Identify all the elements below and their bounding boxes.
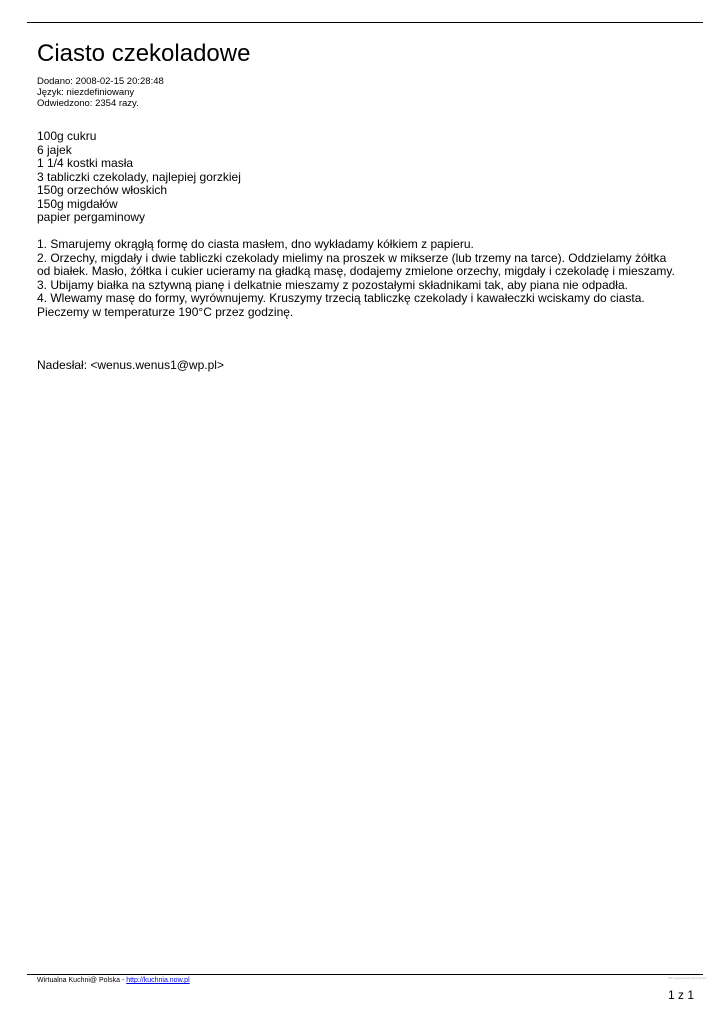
top-divider [27,22,703,23]
ingredients-list [37,130,241,225]
ingredient-item: 150g migdałów [37,196,118,211]
bottom-divider [27,974,703,975]
recipe-title: Ciasto czekoladowe [37,40,251,67]
step-item: 2. Orzechy, migdały i dwie tabliczki czekolady mielimy na proszek w mikserze (lub trzemy na tarce). Oddzielamy żółtka od białek. Masło, żółtka i cukier ucieramy na gładką masę, dodajemy zmielone orzechy, migdały i czekoladę i mieszamy. [37,250,675,278]
language: Język: niezdefiniowany [37,87,135,98]
ingredient-item: papier pergaminowy [37,210,146,224]
added-date: Dodano: 2008-02-15 20:28:48 [37,76,164,87]
footer [37,976,190,985]
footer-site-name: Wirtualna Kuchni@ Polska - [37,977,127,984]
step-item: 3. Ubijamy białka na sztywną pianę i delkatnie mieszamy z pozostałymi składnikami tak, aby piana nie odpadła. [37,277,628,292]
step-item: 4. Wlewamy masę do formy, wyrównujemy. Kruszymy trzecią tabliczkę czekolady i kawałeczki wciskamy do ciasta. Pieczemy w temperaturze 190°C przez godzinę. [37,291,645,319]
author-email: Nadesłał: <wenus.wenus1@wp.pl> [37,358,224,372]
footer-generator-note: PDF wygenerowany przez dompdf [668,977,707,980]
recipe-meta [37,76,164,109]
preparation-steps [37,238,677,319]
ingredient-item: 6 jajek [37,142,72,157]
page-number: 1 z 1 [668,988,695,1002]
ingredient-item: 150g orzechów włoskich [37,183,168,197]
ingredient-item: 100g cukru [37,129,97,143]
step-item: 1. Smarujemy okrągłą formę do ciasta masłem, dno wykładamy kółkiem z papieru. [37,237,474,251]
ingredient-item: 1 1/4 kostki masła [37,156,134,170]
footer-site-link[interactable]: http://kuchnia.now.pl [126,977,190,984]
ingredient-item: 3 tabliczki czekolady, najlepiej gorzkiej [37,169,241,184]
visit-count: Odwiedzono: 2354 razy. [37,98,139,109]
